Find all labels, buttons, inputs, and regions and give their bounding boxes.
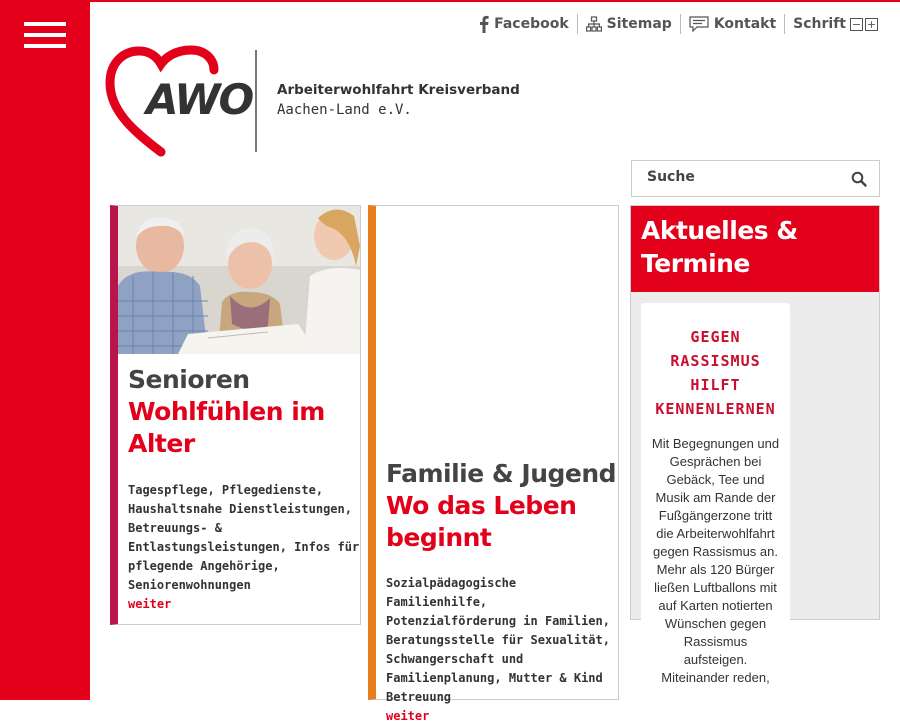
familie-service-line: Betreuung <box>386 690 452 704</box>
familie-heading <box>386 458 616 554</box>
senioren-subtitle-2: Alter <box>128 429 195 458</box>
facebook-label: Facebook <box>494 16 569 32</box>
org-name-line-1: Arbeiterwohlfahrt Kreisverband <box>277 82 520 98</box>
sitemap-link[interactable] <box>577 14 680 34</box>
familie-title: Familie & Jugend <box>386 459 617 488</box>
senioren-subtitle-1: Wohlfühlen im <box>128 397 325 426</box>
facebook-icon <box>479 15 489 33</box>
news-item-title-line: KENNENLERNEN <box>655 400 776 418</box>
familie-service-line: Potenzialförderung in Familien, <box>386 614 610 628</box>
news-heading-line-2: Termine <box>641 249 750 278</box>
senioren-photo <box>118 206 360 354</box>
familie-subtitle-1: Wo das Leben <box>386 491 577 520</box>
news-item-title-line: GEGEN <box>690 328 741 346</box>
font-size-control <box>784 14 886 34</box>
news-panel <box>630 205 880 685</box>
sitemap-icon <box>586 16 602 32</box>
logo-divider <box>255 50 257 152</box>
familie-card[interactable] <box>368 205 619 723</box>
senioren-service-line: Tagespflege, Pflegedienste, <box>128 483 324 497</box>
org-name-line-2: Aachen-Land e.V. <box>277 102 412 118</box>
logo-text: AWO <box>146 75 253 124</box>
top-red-line <box>90 0 900 2</box>
sitemap-label: Sitemap <box>606 16 672 32</box>
senioren-service-line: Betreuungs- & <box>128 521 222 535</box>
font-increase-button[interactable]: + <box>866 17 877 31</box>
familie-service-line: Sozialpädagogische Familienhilfe, <box>386 576 517 609</box>
awo-logo[interactable] <box>106 48 256 154</box>
senioren-service-line: Seniorenwohnungen <box>128 578 251 592</box>
search-icon[interactable] <box>851 171 867 187</box>
senioren-service-line: Haushaltsnahe Dienstleistungen, <box>128 502 352 516</box>
familie-more-link[interactable]: weiter <box>386 709 430 723</box>
news-header <box>631 206 879 292</box>
familie-service-line: Beratungsstelle für Sexualität, <box>386 633 610 647</box>
facebook-link[interactable] <box>471 14 577 34</box>
senioren-service-line: pflegende Angehörige, <box>128 559 280 573</box>
schrift-label: Schrift <box>793 16 846 32</box>
news-item-text: Mit Begegnungen und Gesprächen bei Gebäck, Tee und Musik am Rande der Fußgängerzone tritt die Arbeiterwohlfahrt gegen Rassismus an. Mehr als 120 Bürger ließen Luftballons mit auf Karten notierten Wünschen gegen Rassismus aufsteigen. Miteinander reden, <box>651 436 780 685</box>
news-heading-line-1: Aktuelles & <box>641 216 798 245</box>
font-decrease-button[interactable]: − <box>851 17 862 31</box>
search-box <box>631 160 880 197</box>
organization-name <box>277 80 520 120</box>
menu-icon[interactable] <box>24 22 66 50</box>
senioren-more-link[interactable]: weiter <box>128 597 172 611</box>
news-item-title-line: RASSISMUS <box>670 352 761 370</box>
contact-icon <box>689 16 709 32</box>
familie-service-line: Familienplanung, Mutter & Kind <box>386 671 603 685</box>
heart-logo-icon <box>106 48 256 154</box>
kontakt-link[interactable] <box>680 14 784 34</box>
kontakt-label: Kontakt <box>713 16 777 32</box>
familie-service-line: Schwangerschaft und <box>386 652 524 666</box>
familie-services <box>386 574 618 726</box>
senioren-title: Senioren <box>128 365 250 394</box>
senioren-card[interactable] <box>110 205 361 625</box>
news-item-title-line: HILFT <box>690 376 741 394</box>
senioren-service-line: Entlastungsleistungen, Infos für <box>128 540 360 554</box>
news-item[interactable] <box>641 303 790 723</box>
senioren-services <box>128 481 360 614</box>
side-red-stripe <box>0 0 90 700</box>
top-navigation <box>471 14 886 34</box>
familie-subtitle-2: beginnt <box>386 523 492 552</box>
senioren-heading <box>128 364 325 460</box>
search-input[interactable] <box>647 169 837 185</box>
news-item-title[interactable] <box>641 325 790 421</box>
